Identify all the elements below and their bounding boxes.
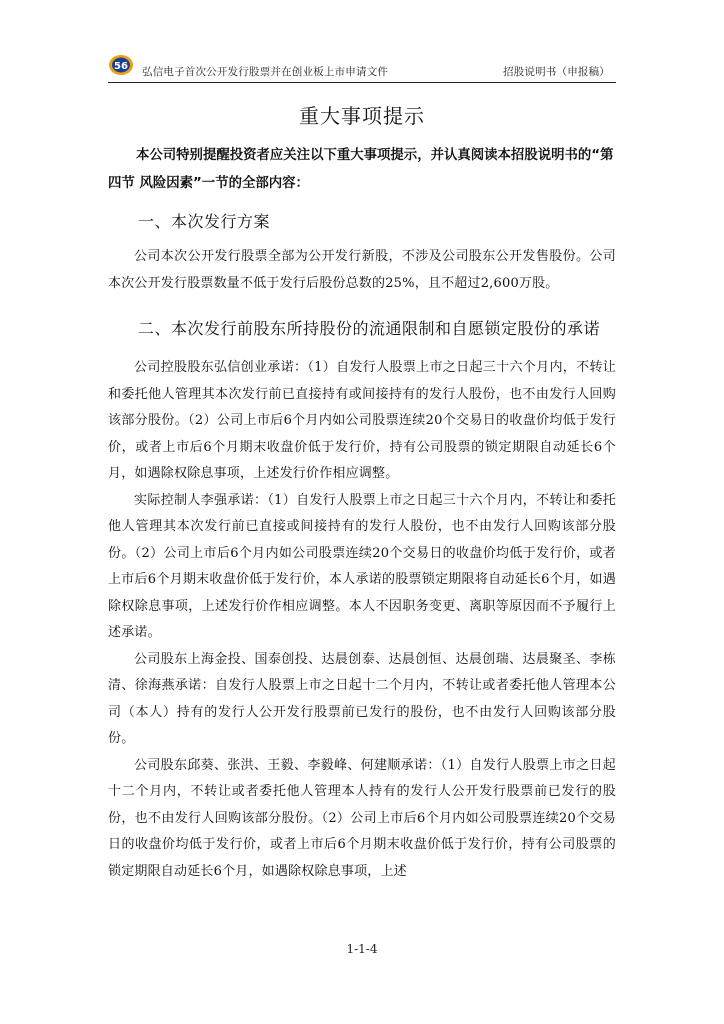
logo-text: 56 [114, 61, 128, 72]
company-logo-icon [108, 54, 134, 76]
document-type: 招股说明书（申报稿） [503, 66, 610, 78]
section-2-paragraph-2: 实际控制人李强承诺：（1）自发行人股票上市之日起三十六个月内，不转让和委托他人管理其本次发行前已直接或间接持有的发行人股份，也不由发行人回购该部分股份。（2）公司上市后6个月内如公司股票连续20个交易日的收盘价均低于发行价，或者上市后6个月期末收盘价低于发行价，本人承诺的股票锁定期限将自动延长6个月，如遇除权除息事项，上述发行价作相应调整。本人不因职务变更、离职等原因而不予履行上述承诺。 [108, 492, 616, 640]
document-name: 弘信电子首次公开发行股票并在创业板上市申请文件 [142, 66, 389, 78]
section-2-heading: 二、本次发行前股东所持股份的流通限制和自愿锁定股份的承诺 [138, 319, 601, 338]
page-title: 重大事项提示 [299, 104, 425, 128]
section-1-paragraph: 公司本次公开发行股票全部为公开发行新股，不涉及公司股东公开发售股份。公司本次公开发行股票数量不低于发行后股份总数的25%，且不超过2,600万股。 [108, 249, 616, 291]
document-body [108, 142, 616, 885]
page-header [108, 52, 616, 83]
section-2-paragraph-1: 公司控股股东弘信创业承诺：（1）自发行人股票上市之日起三十六个月内，不转让和委托他人管理其本次发行前已直接持有或间接持有的发行人股份，也不由发行人回购该部分股份。（2）公司上市后6个月内如公司股票连续20个交易日的收盘价均低于发行价，或者上市后6个月期末收盘价低于发行价，持有公司股票的锁定期限自动延长6个月，如遇除权除息事项，上述发行价作相应调整。 [108, 360, 616, 481]
page-number: 1-1-4 [346, 942, 378, 956]
section-1-heading: 一、本次发行方案 [138, 212, 271, 231]
section-2-paragraph-4: 公司股东邱葵、张洪、王毅、李毅峰、何建顺承诺：（1）自发行人股票上市之日起十二个月内，不转让或者委托他人管理本人持有的发行人公开发行股票前已发行的股份，也不由发行人回购该部分股份。（2）公司上市后6个月内如公司股票连续20个交易日的收盘价均低于发行价，或者上市后6个月期末收盘价低于发行价，持有公司股票的锁定期限自动延长6个月，如遇除权除息事项，上述 [108, 757, 616, 879]
intro-paragraph: 本公司特别提醒投资者应关注以下重大事项提示，并认真阅读本招股说明书的“第四节 风险因素”一节的全部内容： [108, 148, 614, 191]
section-2-paragraph-3: 公司股东上海金投、国泰创投、达晨创泰、达晨创恒、达晨创瑞、达晨聚圣、李栋清、徐海燕承诺：自发行人股票上市之日起十二个月内，不转让或者委托他人管理本公司（本人）持有的发行人公开发行股票前已发行的股份，也不由发行人回购该部分股份。 [108, 651, 616, 746]
